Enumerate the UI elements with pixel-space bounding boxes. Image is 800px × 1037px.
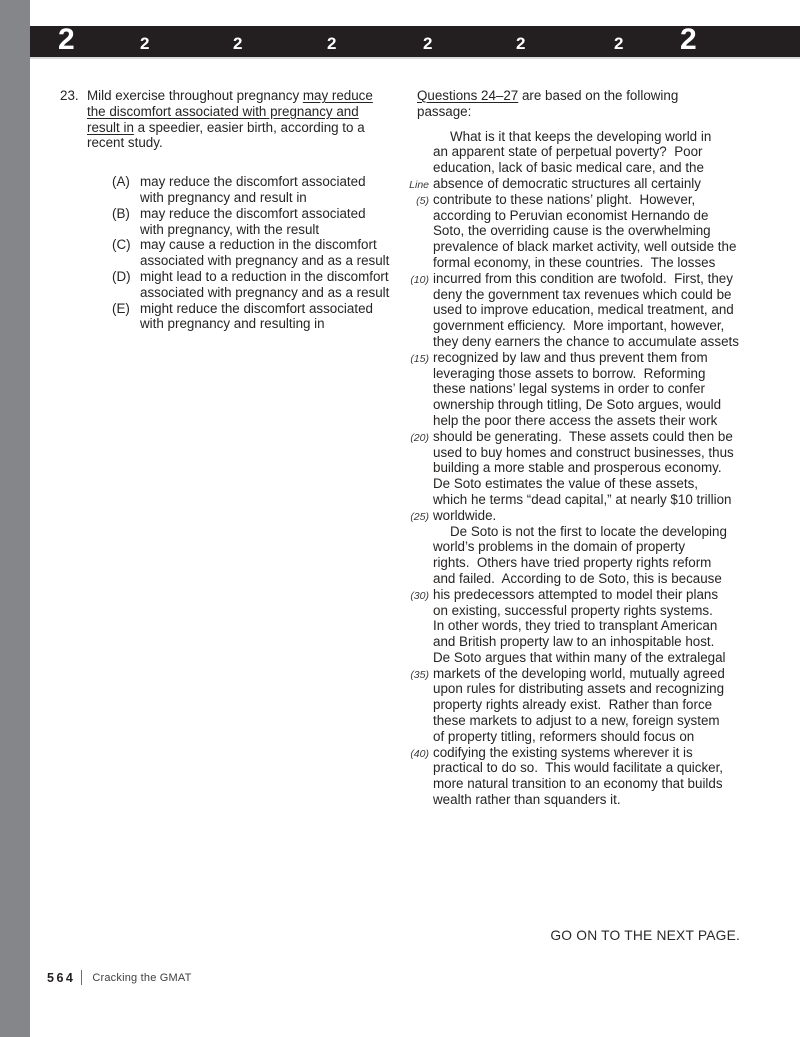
- line-number-marker: [400, 571, 433, 587]
- passage-line-text: worldwide.: [433, 507, 497, 523]
- passage-line-text: De Soto argues that within many of the extralegal: [433, 649, 726, 665]
- passage-line-text: according to Peruvian economist Hernando de: [433, 207, 709, 223]
- passage-line-text: education, lack of basic medical care, and the: [433, 160, 704, 176]
- passage-line-text: they deny earners the chance to accumulate assets: [433, 333, 739, 349]
- line-number-marker: [400, 792, 433, 808]
- passage-line: [400, 144, 798, 160]
- passage-line-text: these nations’ legal systems in order to confer: [433, 381, 705, 397]
- passage-line: [400, 223, 798, 239]
- passage-intro-rest: are based on the following: [518, 88, 679, 103]
- line-number-marker: [400, 160, 433, 176]
- line-number-marker: [400, 397, 433, 413]
- choice-text: may cause a reduction in the discomfort associated with pregnancy and as a result: [140, 237, 390, 269]
- line-number-marker: [400, 255, 433, 271]
- passage-line: [400, 445, 798, 461]
- page-number: 564: [47, 970, 76, 985]
- answer-choice-E: [112, 301, 392, 333]
- passage-line-text: De Soto is not the first to locate the developing: [450, 523, 727, 539]
- passage-line-text: upon rules for distributing assets and recognizing: [433, 681, 725, 697]
- passage-line: [400, 192, 798, 208]
- line-number-marker: [400, 366, 433, 382]
- stem-text-post: a speedier, easier birth, according to a recent study.: [87, 119, 365, 151]
- line-number-marker: [400, 318, 433, 334]
- choice-text: may reduce the discomfort associated with pregnancy, with the result: [140, 205, 366, 237]
- passage-line-text: deny the government tax revenues which could be: [433, 286, 732, 302]
- chapter-number: 2: [680, 23, 697, 56]
- footer-divider: [81, 970, 82, 985]
- passage-line: [400, 271, 798, 287]
- line-number-marker: [400, 239, 433, 255]
- passage-line: [400, 713, 798, 729]
- line-number-marker: (20): [410, 431, 429, 444]
- passage-line: [400, 176, 798, 192]
- passage-line: [400, 666, 798, 682]
- passage-line: [400, 681, 798, 697]
- line-number-marker: [400, 713, 433, 729]
- reading-passage-block: [400, 88, 798, 808]
- choice-label: (C): [112, 237, 131, 253]
- passage-line-text: and British property law to an inhospitable host.: [433, 634, 715, 650]
- passage-intro-line2: passage:: [417, 103, 472, 119]
- passage-line-text: markets of the developing world, mutually agreed: [433, 665, 725, 681]
- passage-line-text: formal economy, in these countries. The losses: [433, 254, 716, 270]
- passage-line: [400, 634, 798, 650]
- passage-line-text: rights. Others have tried property rights reform: [433, 555, 712, 571]
- line-number-marker: (5): [416, 194, 429, 207]
- passage-line-text: building a more stable and prosperous economy.: [433, 460, 722, 476]
- choice-text: might lead to a reduction in the discomfort associated with pregnancy and as a result: [140, 268, 390, 300]
- passage-line-text: world’s problems in the domain of property: [433, 539, 686, 555]
- line-number-marker: (15): [410, 352, 429, 365]
- line-number-marker: [400, 555, 433, 571]
- passage-line: [400, 603, 798, 619]
- line-number-marker: (25): [410, 510, 429, 523]
- passage-line-text: recognized by law and thus prevent them from: [433, 349, 708, 365]
- passage-line: [400, 792, 798, 808]
- chapter-number: 2: [423, 34, 433, 53]
- passage-line: [400, 287, 798, 303]
- passage-line-text: used to improve education, medical treatment, and: [433, 302, 734, 318]
- passage-line-text: ownership through titling, De Soto argues, would: [433, 397, 722, 413]
- passage-line-text: incurred from this condition are twofold. First, they: [433, 270, 733, 286]
- page-footer: [47, 970, 192, 985]
- line-number-marker: [400, 681, 433, 697]
- question-stem-row: [60, 88, 392, 151]
- line-number-marker: [400, 618, 433, 634]
- passage-line: [400, 650, 798, 666]
- stem-underlined-phrase: may reduce the discomfort associated with pregnancy and result in: [87, 88, 373, 135]
- answer-choice-A: [112, 174, 392, 206]
- passage-line: [400, 381, 798, 397]
- choice-label: (B): [112, 205, 130, 221]
- passage-line: [400, 524, 798, 540]
- chapter-number: 2: [327, 34, 337, 53]
- line-number-marker: [400, 381, 433, 397]
- passage-line: [400, 334, 798, 350]
- chapter-number: 2: [233, 34, 243, 53]
- answer-choice-D: [112, 269, 392, 301]
- passage-line: [400, 160, 798, 176]
- passage-line: [400, 476, 798, 492]
- line-number-marker: [400, 729, 433, 745]
- chapter-number: 2: [614, 34, 624, 53]
- passage-line-text: more natural transition to an economy that builds: [433, 776, 723, 792]
- passage-line-text: should be generating. These assets could then be: [433, 428, 733, 444]
- passage-line: [400, 492, 798, 508]
- passage-line-text: and failed. According to de Soto, this is because: [433, 570, 722, 586]
- passage-intro-line1: [417, 88, 798, 104]
- passage-line: [400, 318, 798, 334]
- choice-label: (A): [112, 174, 130, 190]
- passage-line-text: which he terms “dead capital,” at nearly $10 trillion: [433, 491, 732, 507]
- passage-line-text: codifying the existing systems wherever it is: [433, 744, 693, 760]
- line-number-marker: [400, 524, 433, 540]
- line-number-marker: [400, 539, 433, 555]
- passage-line-text: help the poor there access the assets their work: [433, 412, 718, 428]
- line-number-marker: [400, 460, 433, 476]
- passage-line: [400, 397, 798, 413]
- answer-choices-list: [60, 174, 392, 332]
- chapter-number: 2: [58, 23, 75, 56]
- passage-line-text: these markets to adjust to a new, foreign system: [433, 713, 720, 729]
- line-number-marker: [400, 760, 433, 776]
- passage-line-text: used to buy homes and construct businesses, thus: [433, 444, 734, 460]
- choice-text: might reduce the discomfort associated with pregnancy and resulting in: [140, 300, 373, 332]
- question-23-block: [60, 88, 392, 332]
- go-on-instruction: GO ON TO THE NEXT PAGE.: [550, 928, 740, 943]
- book-title: Cracking the GMAT: [92, 971, 192, 984]
- passage-line: [400, 255, 798, 271]
- answer-choice-C: [112, 237, 392, 269]
- passage-line: [400, 760, 798, 776]
- line-number-marker: [400, 129, 433, 145]
- line-number-marker: (30): [410, 589, 429, 602]
- passage-line-text: leveraging those assets to borrow. Reforming: [433, 365, 706, 381]
- passage-line: [400, 745, 798, 761]
- passage-line: [400, 571, 798, 587]
- passage-line-text: practical to do so. This would facilitate a quicker,: [433, 760, 724, 776]
- passage-question-range: Questions 24–27: [417, 88, 519, 103]
- passage-line: [400, 697, 798, 713]
- line-number-marker: [400, 208, 433, 224]
- passage-line: [400, 460, 798, 476]
- passage-line-text: government efficiency. More important, however,: [433, 318, 725, 334]
- line-number-marker: [400, 287, 433, 303]
- choice-label: (E): [112, 300, 130, 316]
- line-number-marker: [400, 492, 433, 508]
- passage-line: [400, 239, 798, 255]
- choice-text: may reduce the discomfort associated with pregnancy and result in: [140, 174, 366, 205]
- passage-line: [400, 776, 798, 792]
- passage-line-text: What is it that keeps the developing world in: [450, 128, 712, 144]
- line-number-marker: [400, 603, 433, 619]
- question-stem: [87, 88, 390, 151]
- stem-text-pre: Mild exercise throughout pregnancy: [87, 88, 303, 103]
- passage-line: [400, 508, 798, 524]
- line-number-marker: [400, 697, 433, 713]
- passage-line: [400, 129, 798, 145]
- question-number: 23.: [60, 88, 79, 103]
- choice-label: (D): [112, 268, 131, 284]
- line-number-marker: [400, 413, 433, 429]
- passage-text: [400, 129, 798, 808]
- passage-line-text: his predecessors attempted to model their plans: [433, 586, 719, 602]
- passage-intro: [417, 88, 798, 120]
- line-number-marker: [400, 144, 433, 160]
- line-number-marker: Line: [409, 178, 429, 191]
- chapter-number: 2: [516, 34, 526, 53]
- passage-line-text: prevalence of black market activity, well outside the: [433, 239, 737, 255]
- line-number-marker: [400, 223, 433, 239]
- line-number-marker: [400, 302, 433, 318]
- chapter-number: 2: [140, 34, 150, 53]
- passage-line: [400, 429, 798, 445]
- passage-line-text: an apparent state of perpetual poverty? Poor: [433, 144, 703, 160]
- passage-line: [400, 729, 798, 745]
- page-edge-strip: [0, 0, 30, 1037]
- passage-line: [400, 413, 798, 429]
- passage-line: [400, 555, 798, 571]
- line-number-marker: [400, 476, 433, 492]
- answer-choice-B: [112, 206, 392, 238]
- passage-line-text: absence of democratic structures all certainly: [433, 175, 701, 191]
- passage-line: [400, 618, 798, 634]
- passage-line-text: De Soto estimates the value of these assets,: [433, 476, 698, 492]
- line-number-marker: (35): [410, 668, 429, 681]
- passage-line: [400, 587, 798, 603]
- passage-line-text: on existing, successful property rights systems.: [433, 602, 713, 618]
- passage-line: [400, 350, 798, 366]
- passage-line-text: property rights already exist. Rather than force: [433, 697, 713, 713]
- passage-line: [400, 302, 798, 318]
- passage-line-text: In other words, they tried to transplant American: [433, 618, 718, 634]
- passage-line-text: of property titling, reformers should focus on: [433, 728, 695, 744]
- section-header-bar: [30, 23, 800, 59]
- line-number-marker: (10): [410, 273, 429, 286]
- line-number-marker: [400, 334, 433, 350]
- line-number-marker: [400, 650, 433, 666]
- passage-line: [400, 208, 798, 224]
- passage-line-text: contribute to these nations’ plight. However,: [433, 191, 696, 207]
- passage-line: [400, 366, 798, 382]
- line-number-marker: [400, 445, 433, 461]
- passage-line: [400, 539, 798, 555]
- line-number-marker: (40): [410, 747, 429, 760]
- line-number-marker: [400, 634, 433, 650]
- line-number-marker: [400, 776, 433, 792]
- passage-line-text: Soto, the overriding cause is the overwhelming: [433, 223, 711, 239]
- passage-line-text: wealth rather than squanders it.: [433, 792, 621, 808]
